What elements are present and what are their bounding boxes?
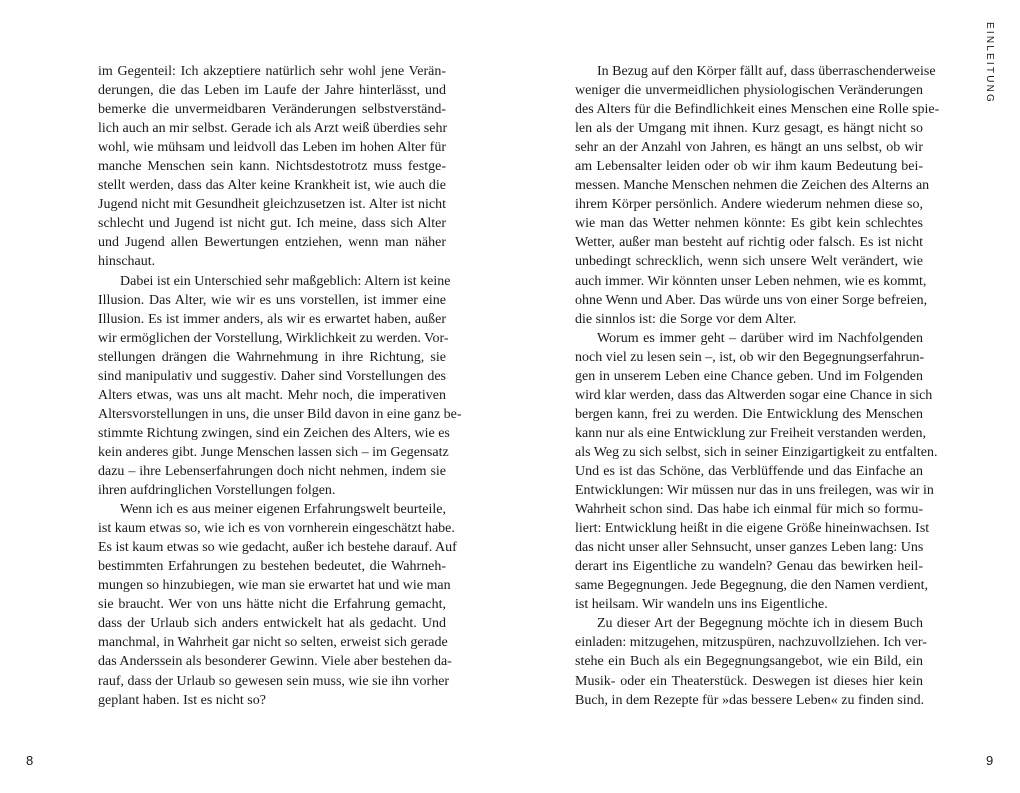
text-line: wie man das Wetter nehmen könnte: Es gibt kein schlechtes	[575, 216, 923, 232]
text-line: stellt werden, dass das Alter keine Krankheit ist, wie auch die	[98, 178, 446, 194]
left-page-body-text	[98, 62, 462, 710]
text-line: same Begegnungen. Jede Begegnung, die den Namen verdient,	[575, 578, 929, 594]
text-line: mungen so hinzubiegen, wie man sie erwartet hat und wie man	[98, 578, 451, 594]
text-line: als Weg zu sich selbst, sich in seiner Einzigartigkeit zu entfalten.	[575, 444, 938, 460]
text-line: Entwicklungen: Wir müssen nur das in uns freilegen, was wir in	[575, 483, 934, 499]
text-line: dazu – ihre Lebenserfahrungen doch nicht nehmen, indem sie	[98, 463, 446, 479]
text-line: Alters etwas, was uns alt macht. Mehr noch, die imperativen	[98, 387, 446, 403]
text-line: Jugend nicht mit Gesundheit gleichzusetzen ist. Alter ist nicht	[98, 197, 446, 213]
text-line: noch viel zu lesen sein –, ist, ob wir den Begegnungserfahrun-	[575, 349, 925, 365]
text-line: derart ins Eigentliche zu wandeln? Genau das bewirken heil-	[575, 559, 923, 575]
text-line: das Anderssein als besonderer Gewinn. Viele aber bestehen da-	[98, 654, 452, 670]
text-line: Wahrheit schon sind. Das habe ich einmal für mich so formu-	[575, 502, 923, 518]
text-line: sind manipulativ und suggestiv. Daher sind Vorstellungen des	[98, 368, 446, 384]
text-line: hinschaut.	[98, 254, 156, 270]
text-line: manchmal, in Wahrheit gar nicht so selten, erweist sich gerade	[98, 635, 448, 651]
text-line: kann nur als eine Entwicklung zur Freiheit verstanden werden,	[575, 425, 927, 441]
text-line: Dabei ist ein Unterschied sehr maßgeblich: Altern ist keine	[120, 273, 451, 289]
text-line: sie braucht. Wer von uns hätte nicht die Erfahrung gemacht,	[98, 597, 446, 613]
text-line: wird klar werden, dass das Altwerden sogar eine Chance in sich	[575, 387, 933, 403]
text-line: manche Menschen sein kann. Nichtsdestotrotz muss festge-	[98, 159, 446, 175]
right-page	[510, 0, 1020, 793]
text-line: wohl, wie mühsam und leidvoll das Leben im hohen Alter für	[98, 140, 446, 156]
text-line: das nicht unser aller Sehnsucht, unser ganzes Leben lang: Uns	[575, 540, 924, 556]
text-line: stehe ein Buch als ein Begegnungsangebot, wie ein Bild, ein	[575, 654, 923, 670]
text-line: Altersvorstellungen in uns, die unser Bild davon in eine ganz be-	[98, 406, 462, 422]
text-line: ist heilsam. Wir wandeln uns ins Eigentliche.	[575, 597, 828, 613]
text-line: Worum es immer geht – darüber wird im Nachfolgenden	[597, 330, 923, 346]
text-line: sehr an der Anzahl von Jahren, es hängt an uns selbst, ob wir	[575, 140, 923, 156]
text-line: lich auch an mir selbst. Gerade ich als Arzt weiß überdies sehr	[98, 121, 448, 137]
text-line: ihrem Körper persönlich. Andere wiederum nehmen diese so,	[575, 197, 923, 213]
text-line: stimmte Richtung zwingen, sind ein Zeichen des Alters, wie es	[98, 425, 450, 441]
right-page-body-text	[575, 62, 940, 710]
text-line: kein anderes gibt. Junge Menschen lassen sich – im Gegensatz	[98, 444, 449, 460]
text-line: unbedingt schrecklich, wenn sich unsere Welt verändert, wie	[575, 254, 923, 270]
text-line: dass der Urlaub sich anders entwickelt hat als gedacht. Und	[98, 616, 446, 632]
text-line: im Gegenteil: Ich akzeptiere natürlich sehr wohl jene Verän-	[98, 64, 446, 79]
text-line: Wenn ich es aus meiner eigenen Erfahrungswelt beurteile,	[120, 502, 446, 518]
text-line: bemerke die unvermeidbaren Veränderungen selbstverständ-	[98, 102, 446, 118]
text-line: ihren aufdringlichen Vorstellungen folgen.	[98, 483, 336, 499]
text-line: und Jugend allen Bewertungen entziehen, wenn man näher	[98, 235, 446, 251]
text-line: Musik- oder ein Theaterstück. Deswegen ist dieses hier kein	[575, 673, 923, 689]
text-line: derungen, die das Leben im Laufe der Jahre hinterlässt, und	[98, 83, 446, 99]
text-line: bergen kann, frei zu werden. Die Entwicklung des Menschen	[575, 406, 923, 422]
text-line: gen in unserem Leben eine Chance geben. Und im Folgenden	[575, 368, 923, 384]
text-line: schlecht und Jugend ist nicht gut. Ich meine, dass sich Alter	[98, 216, 446, 232]
text-line: wir ermöglichen der Vorstellung, Wirklichkeit zu werden. Vor-	[98, 330, 449, 346]
left-page-number: 8	[26, 753, 34, 768]
text-line: ohne Wenn und Aber. Das würde uns von einer Sorge befreien,	[575, 292, 928, 308]
text-line: liert: Entwicklung heißt in die eigene Größe hineinwachsen. Ist	[575, 521, 930, 537]
text-line: bestimmten Erfahrungen zu bestehen bedeutet, die Wahrneh-	[98, 559, 446, 575]
text-line: weniger die unvermeidlichen physiologischen Veränderungen	[575, 83, 923, 99]
text-line: Wetter, außer man besteht auf richtig oder falsch. Es ist nicht	[575, 235, 923, 251]
text-line: messen. Manche Menschen nehmen die Zeichen des Alterns an	[575, 178, 930, 194]
text-line: Es ist kaum etwas so wie gedacht, außer ich bestehe darauf. Auf	[98, 540, 457, 556]
text-line: Zu dieser Art der Begegnung möchte ich in diesem Buch	[597, 616, 923, 632]
running-head: EINLEITUNG	[984, 22, 995, 105]
text-line: auch immer. Wir könnten unser Leben nehmen, wie es kommt,	[575, 273, 927, 289]
text-line: geplant haben. Ist es nicht so?	[98, 692, 266, 708]
text-line: stellungen drängen die Wahrnehmung in ihre Richtung, sie	[98, 349, 446, 365]
text-line: des Alters für die Befindlichkeit eines Menschen eine Rolle spie-	[575, 102, 940, 118]
text-line: ist kaum etwas so, wie ich es von vornherein eingeschätzt habe.	[98, 521, 455, 537]
text-line: einladen: mitzugehen, mitzuspüren, nachzuvollziehen. Ich ver-	[575, 635, 927, 651]
text-line: die sinnlos ist: die Sorge vor dem Alter.	[575, 311, 797, 327]
right-page-number: 9	[986, 753, 994, 768]
text-line: Illusion. Es ist immer anders, als wir es erwartet haben, außer	[98, 311, 446, 327]
text-line: In Bezug auf den Körper fällt auf, dass überraschenderweise	[597, 64, 936, 79]
text-line: Und es ist das Schöne, das Verblüffende und das Einfache an	[575, 463, 923, 479]
text-line: am Lebensalter leiden oder ob wir ihm kaum Bedeutung bei-	[575, 159, 923, 175]
text-line: Buch, in dem Rezepte für »das bessere Leben« zu finden sind.	[575, 692, 925, 708]
text-line: rauf, dass der Urlaub so gewesen sein muss, wie sie ihn vorher	[98, 673, 450, 689]
text-line: len als der Umgang mit ihnen. Kurz gesagt, es hängt nicht so	[575, 121, 923, 137]
text-line: Illusion. Das Alter, wie wir es uns vorstellen, ist immer eine	[98, 292, 446, 308]
